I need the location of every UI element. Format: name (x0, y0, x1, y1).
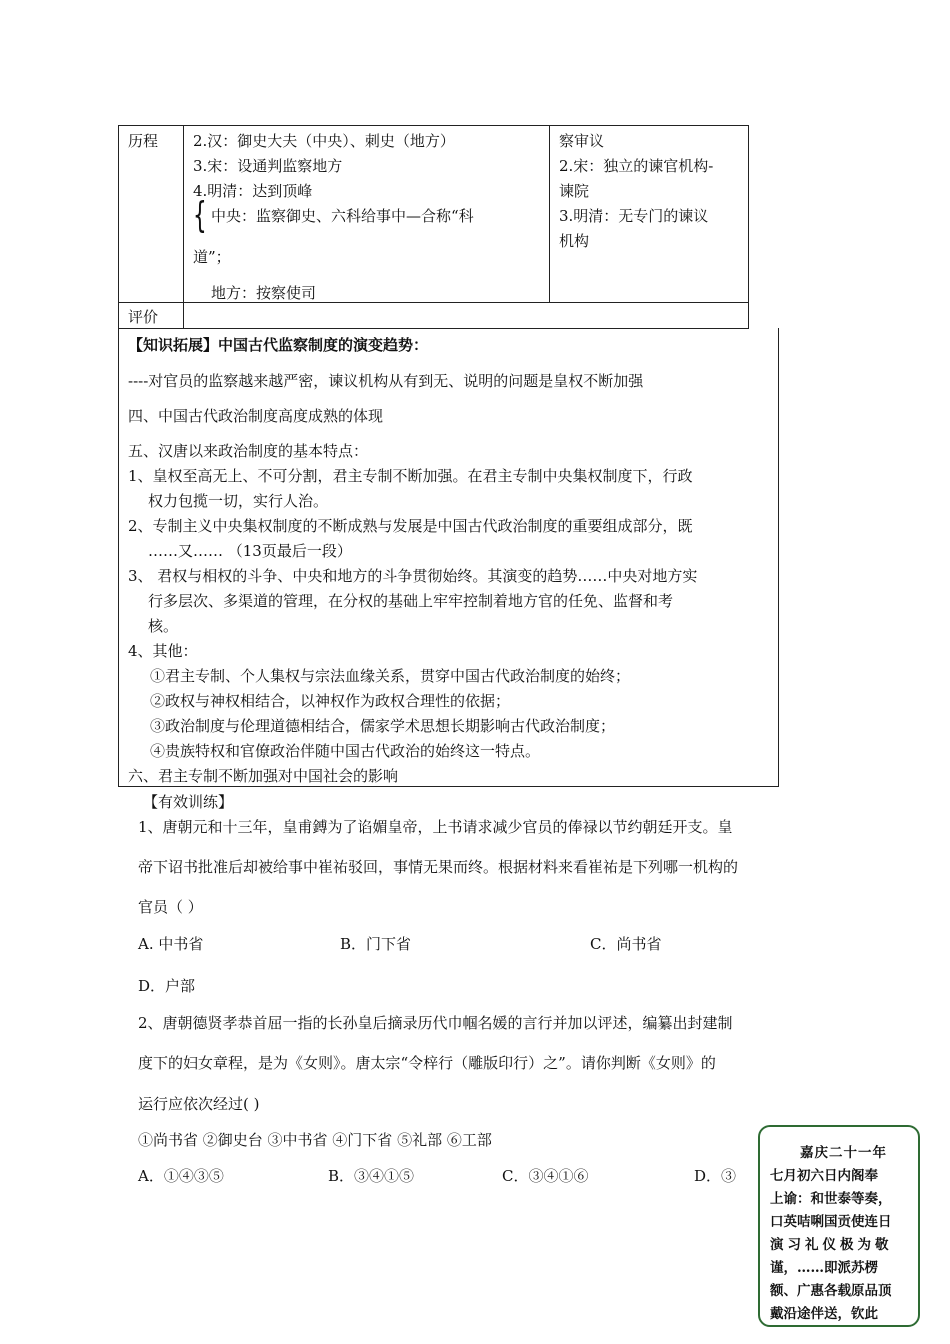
section-5-heading: 五、汉唐以来政治制度的基本特点： (128, 442, 369, 460)
question-1-option-b: B．门下省 (340, 935, 412, 953)
section-6-heading: 六、君主专制不断加强对中国社会的影响 (128, 767, 399, 785)
remonstrance-2: 2.宋：独立的谏官机构- (559, 157, 714, 175)
point-3-line-3: 核。 (148, 617, 179, 635)
curly-brace-icon: { (193, 195, 207, 236)
point-4-item-3: ③政治制度与伦理道德相结合，儒家学术思想长期影响古代政治制度； (150, 717, 616, 735)
question-2-option-b: B．③④①⑤ (328, 1167, 415, 1185)
question-2-option-a: A．①④③⑤ (138, 1167, 224, 1185)
question-1-line-1: 1、唐朝元和十三年，皇甫鎛为了谄媚皇帝，上书请求减少官员的俸禄以节约朝廷开支。皇 (138, 818, 733, 836)
point-4-item-1: ①君主专制、个人集权与宗法血缘关系，贯穿中国古代政治制度的始终； (150, 667, 631, 685)
point-4-item-2: ②政权与神权相结合，以神权作为政权合理性的依据； (150, 692, 511, 710)
point-1-line-2: 权力包揽一切，实行人治。 (148, 492, 329, 510)
history-central-cont: 道”； (193, 248, 231, 266)
remonstrance-5: 机构 (559, 232, 590, 250)
question-2-line-1: 2、唐朝德贤孝恭首屈一指的长孙皇后摘录历代巾帼名媛的言行并加以评述，编纂出封建制 (138, 1014, 733, 1032)
table-divider-1 (183, 125, 184, 329)
point-2-line-1: 2、专制主义中央集权制度的不断成熟与发展是中国古代政治制度的重要组成部分，既 (128, 517, 693, 535)
knowledge-extension-text: ----对官员的监察越来越严密，谏议机构从有到无、说明的问题是皇权不断加强 (128, 372, 644, 390)
section-4-heading: 四、中国古代政治制度高度成熟的体现 (128, 407, 384, 425)
knowledge-extension-title: 【知识拓展】中国古代监察制度的演变趋势： (128, 336, 429, 354)
question-2-option-d: D．③ (694, 1167, 737, 1185)
question-2-line-2: 度下的妇女章程，是为《女则》。唐太宗“令梓行（雕版印行）之”。请你判断《女则》的 (138, 1054, 716, 1072)
remonstrance-3: 谏院 (559, 182, 590, 200)
question-1-line-3: 官员（ ） (138, 898, 203, 916)
table-border-top (118, 125, 749, 126)
history-mingqing: 4.明清：达到顶峰 (193, 182, 313, 200)
history-song: 3.宋：设通判监察地方 (193, 157, 343, 175)
history-central: 中央：监察御史、六科给事中—合称“科 (211, 207, 474, 225)
point-1-line-1: 1、皇权至高无上、不可分割，君主专制不断加强。在君主专制中央集权制度下，行政 (128, 467, 693, 485)
question-1-option-c: C．尚书省 (590, 935, 662, 953)
remonstrance-1: 察审议 (559, 132, 605, 150)
point-4-heading: 4、其他： (128, 642, 198, 660)
table-border-right (748, 125, 749, 329)
question-1-line-2: 帝下诏书批准后却被给事中崔祐驳回，事情无果而终。根据材料来看崔祐是下列哪一机构的 (138, 858, 739, 876)
point-3-line-2: 行多层次、多渠道的管理，在分权的基础上牢牢控制着地方官的任免、监督和考 (148, 592, 674, 610)
callout-line-4: 口英咭唎国贡使连日 (770, 1214, 892, 1230)
callout-line-3: 上谕：和世泰等奏， (770, 1191, 892, 1207)
point-4-item-4: ④贵族特权和官僚政治伴随中国古代政治的始终这一特点。 (150, 742, 541, 760)
question-2-option-c: C．③④①⑥ (502, 1167, 589, 1185)
callout-line-2: 七月初六日内阁奉 (770, 1168, 878, 1184)
history-han: 2.汉：御史大夫（中央）、刺史（地方） (193, 132, 455, 150)
summary-border-right (778, 328, 779, 786)
question-2-items: ①尚书省 ②御史台 ③中书省 ④门下省 ⑤礼部 ⑥工部 (138, 1131, 492, 1149)
imperial-edict-callout (758, 1125, 920, 1327)
table-divider-2 (549, 125, 550, 303)
callout-line-8: 戴沿途伴送，钦此 (770, 1306, 878, 1322)
row-label-history: 历程 (128, 132, 159, 150)
callout-line-5: 演习礼仪极为敬 (770, 1237, 893, 1253)
table-border-left (118, 125, 119, 329)
point-3-line-1: 3、 君权与相权的斗争、中央和地方的斗争贯彻始终。其演变的趋势……中央对地方实 (128, 567, 698, 585)
table-border-bottom (118, 328, 749, 329)
callout-line-6: 谨，……即派苏楞 (770, 1260, 878, 1276)
point-2-line-2: ……又…… （13页最后一段） (148, 542, 352, 560)
summary-border-left (118, 328, 119, 786)
remonstrance-4: 3.明清：无专门的谏议 (559, 207, 709, 225)
callout-line-7: 额、广惠各载原品顶 (770, 1283, 892, 1299)
history-local: 地方：按察使司 (211, 284, 317, 302)
question-2-line-3: 运行应依次经过( ) (138, 1095, 260, 1113)
callout-line-1: 嘉庆二十一年 (800, 1145, 887, 1161)
summary-border-bottom (118, 786, 779, 787)
question-1-option-d: D．户部 (138, 977, 196, 995)
row-label-evaluation: 评价 (128, 308, 159, 326)
question-1-option-a: A. 中书省 (138, 935, 204, 953)
exercise-title: 【有效训练】 (143, 793, 234, 811)
